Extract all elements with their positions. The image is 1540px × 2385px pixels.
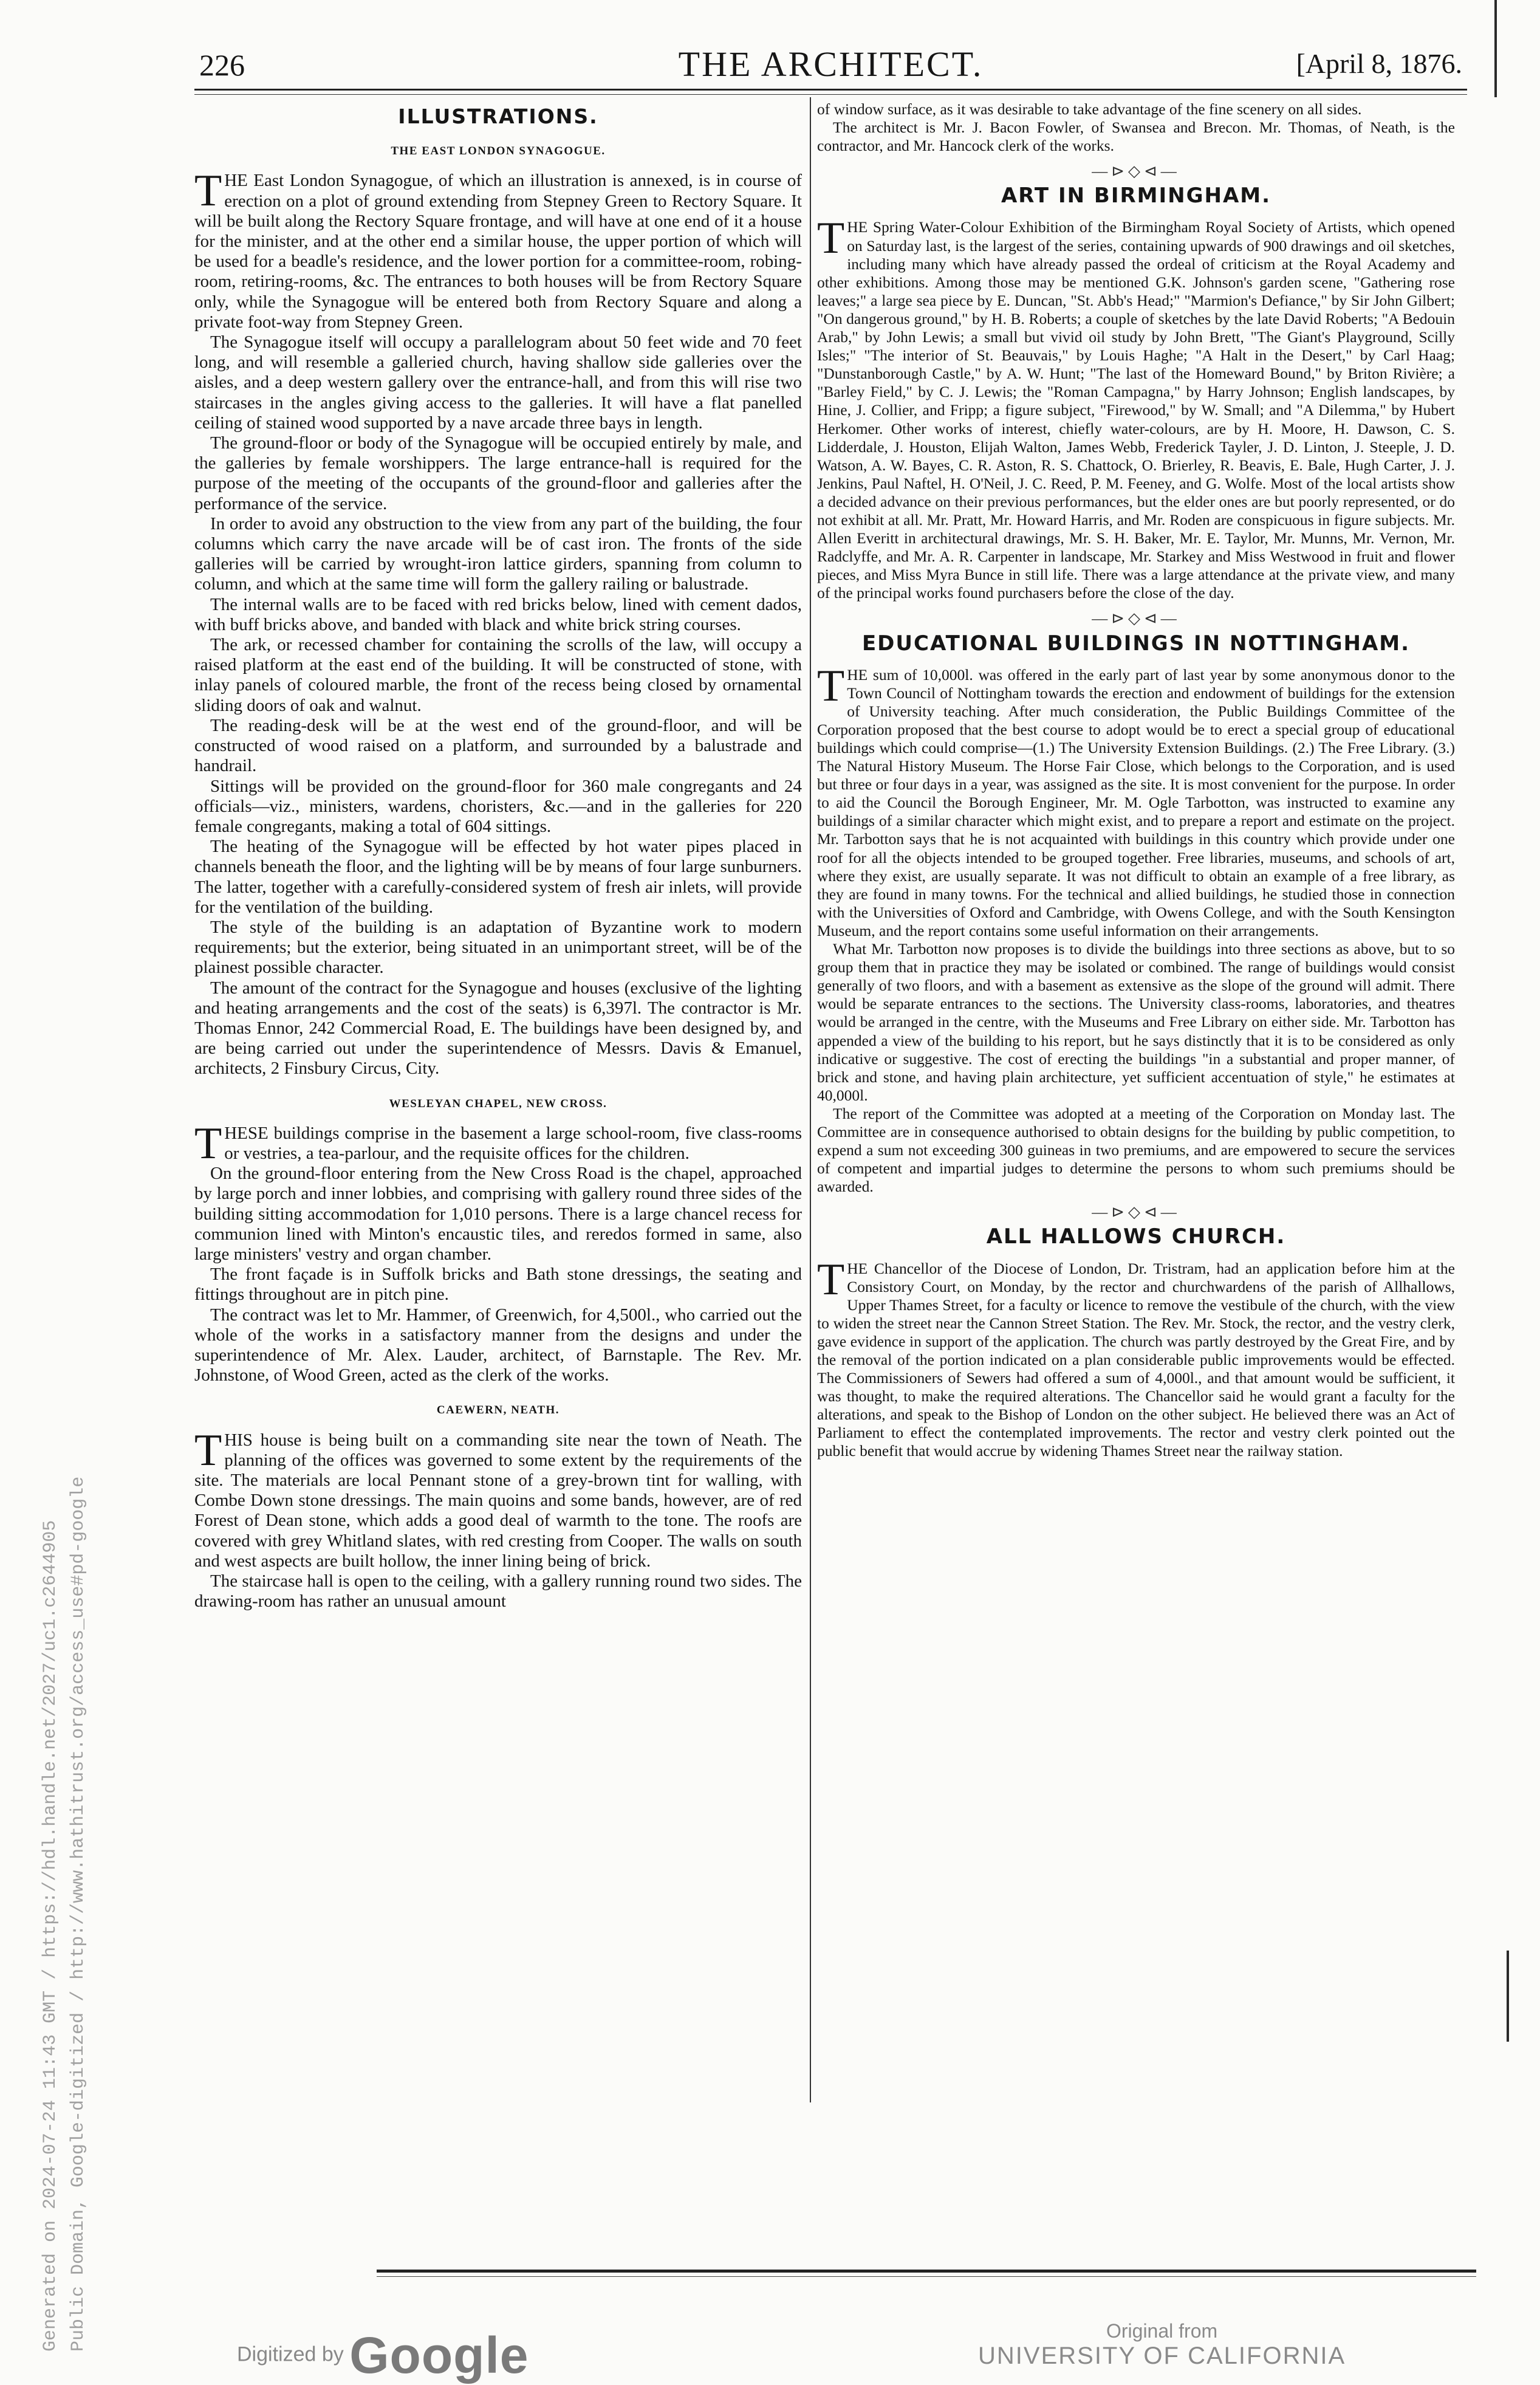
watermark-line: Public Domain, Google-digitized / http://www.hathitrust.org/access_use#pd-google <box>68 1476 89 2352</box>
digitized-by-google <box>237 2326 529 2385</box>
paragraph: THE sum of 10,000l. was offered in the early part of last year by some anonymous donor to the Town Council of Nottingham towards the erection and endowment of buildings for the extension of University teaching. After much consideration, the Public Buildings Committee of the Corporation proposed that the best course to adopt would be to erect a special group of educational buildings which could comprise—(1.) The University Extension Buildings. (2.) The Free Library. (3.) The Natural History Museum. The Horse Fair Close, which belongs to the Corporation, and is used but three or four days in a year, was assigned as the site. It is most convenient for the purpose. In order to aid the Council the Borough Engineer, Mr. M. Ogle Tarbotton, was instructed to examine any buildings of a similar character which might exist, and to prepare a report and estimate on the project. Mr. Tarbotton says that he is not acquainted with buildings in this country which provide under one roof for all the objects intended to be grouped together. Free libraries, museums, and schools of art, where they exist, are usually separate. It was not difficult to obtain an example of a free library, as they are found in many towns. For the technical and allied buildings, he studied those in connection with the Universities of Oxford and Cambridge, with Owens College, and with the South Kensington Museum, and the report contains some useful information on their arrangements. <box>817 661 1455 939</box>
paragraph: In order to avoid any obstruction to the view from any part of the building, the four columns which carry the nave arcade will be of cast iron. The fronts of the side galleries will be carried by wrought-iron lattice girders, spanning from column to column, and which at the same time will form the gallery railing or balustrade. <box>194 513 802 594</box>
article-title: EDUCATIONAL BUILDINGS IN NOTTINGHAM. <box>861 631 1411 656</box>
paragraph: The architect is Mr. J. Bacon Fowler, of Swansea and Brecon. Mr. Thomas, of Neath, is the contractor, and Mr. Hancock clerk of the works. <box>817 118 1455 155</box>
ornament-divider: —⊳◇⊲— <box>1092 162 1180 180</box>
paragraph: THIS house is being built on a commanding site near the town of Neath. The planning of the offices was governed to some extent by the requirements of the site. The materials are local Pennant stone of a grey-brown tint for walling, with Combe Down stone dressings. The main quoins and some bands, however, are of red Forest of Dean stone, which adds a good deal of warmth to the tone. The roofs are covered with grey Whitland slates, with red cresting from Cooper. The walls on south and west aspects are built hollow, the inner lining being of brick. <box>194 1425 802 1571</box>
page-number: 226 <box>199 48 245 82</box>
paragraph: The reading-desk will be at the west end of the ground-floor, and will be constructed of wood raised on a platform, and surrounded by a balustrade and handrail. <box>194 715 802 776</box>
left-column <box>194 100 802 1611</box>
paragraph: Sittings will be provided on the ground-floor for 360 male congregants and 24 officials—viz., ministers, wardens, choristers, &c.—and in the galleries for 220 female congregants, making a total of 604 sittings. <box>194 776 802 836</box>
article-title: ALL HALLOWS CHURCH. <box>986 1224 1286 1249</box>
header-rule-thin <box>194 94 1467 95</box>
header-rule <box>194 89 1467 91</box>
margin-mark <box>1507 1951 1509 2042</box>
paragraph: THESE buildings comprise in the basement a large school-room, five class-rooms or vestries, a tea-parlour, and the requisite offices for the children. <box>194 1118 802 1168</box>
paragraph: The internal walls are to be faced with red bricks below, lined with cement dados, with buff bricks above, and banded with black and white brick string courses. <box>194 594 802 634</box>
footer-rule-thin <box>377 2276 1476 2277</box>
article-heading: WESLEYAN CHAPEL, NEW CROSS. <box>389 1097 607 1110</box>
access-watermark <box>36 1477 92 2352</box>
issue-date: [April 8, 1876. <box>1296 48 1462 79</box>
paragraph: The contract was let to Mr. Hammer, of Greenwich, for 4,500l., who carried out the whole of the works in a satisfactory manner from the designs and under the superintendence of Mr. Alex. Lauder, architect, of Barnstaple. The Rev. Mr. Johnstone, of Wood Green, acted as the clerk of the works. <box>194 1305 802 1385</box>
paragraph: The heating of the Synagogue will be effected by hot water pipes placed in channels beneath the floor, and the lighting will be by means of four large sunburners. The latter, together with a carefully-considered system of fresh air inlets, will provide for the ventilation of the building. <box>194 837 802 917</box>
right-column <box>817 100 1455 1461</box>
paragraph: The report of the Committee was adopted at a meeting of the Corporation on Monday last. The Committee are in consequence authorised to obtain designs for the building by public competition, to expend a sum not exceeding 300 guineas in two premiums, and are empowered to secure the services of competent and impartial judges to determine the persons to whom such premiums should be awarded. <box>817 1104 1455 1196</box>
ornament-divider: —⊳◇⊲— <box>1092 609 1180 628</box>
paragraph: The front façade is in Suffolk bricks and Bath stone dressings, the seating and fittings throughout are in pitch pine. <box>194 1265 802 1305</box>
paragraph: THE Spring Water-Colour Exhibition of the Birmingham Royal Society of Artists, which opened on Saturday last, is the largest of the series, containing upwards of 900 drawings and oil sketches, including many which have already passed the ordeal of criticism at the Royal Academy and other exhibitions. Among those may be mentioned G.K. Johnson's garden scene, "Gathering rose leaves;" a large sea piece by E. Duncan, "St. Abb's Head;" "Marmion's Defiance," by Sir John Gilbert; "On dangerous ground," by H. B. Roberts; a couple of sketches by the late David Roberts; "A Bedouin Arab," by John Lewis; a small but vivid oil study by John Brett, "The Giant's Playground, Scilly Isles;" "The interior of St. Beauvais," by Louis Haghe; "A Halt in the Desert," by Carl Haag; "Dunstanborough Castle," by A. W. Hunt; "The last of the Homeward Bound," by Briton Rivière; a "Barley Field," by C. J. Lewis; the "Roman Campagna," by Harry Johnson; English landscapes, by Hine, J. Collier, and Fripp; a figure subject, "Firewood," by W. Small; and "A Dilemma," by Hubert Herkomer. Other works of interest, chiefly water-colours, are by H. Moore, H. Dawson, C. S. Lidderdale, J. Houston, Elijah Walton, James Webb, Frederick Tayler, J. D. Linton, J. Steeple, J. D. Watson, A. W. Bayes, C. R. Aston, R. S. Chattock, O. Brierley, R. Beavis, E. Bale, Hugh Carter, J. J. Jenkins, Paul Naftel, H. O'Neil, J. C. Reed, P. M. Feeney, and G. Wolfe. Most of the local artists show a decided advance on their previous performances, but the elder ones are but poorly represented, or do not exhibit at all. Mr. Pratt, Mr. Howard Harris, and Mr. Roden are conspicuous in figure subjects. Mr. Allen Everitt in architectural drawings, Mr. S. H. Baker, Mr. E. Taylor, Mr. Munns, Mr. Vernon, Mr. Radclyffe, and Mr. A. R. Carpenter in landscape, Mr. Starkey and Miss Westwood in fruit and flower pieces, and Miss Myra Bunce in still life. There was a large attendance at the private view, and many of the principal works found purchasers before the close of the day. <box>817 213 1455 602</box>
margin-mark <box>1494 0 1511 97</box>
page-header <box>194 43 1467 85</box>
original-from <box>978 2320 1346 2370</box>
paragraph: THE Chancellor of the Diocese of London, Dr. Tristram, had an application before him at the Consistory Court, on Monday, by the rector and churchwardens of the parish of Allhallows, Upper Thames Street, for a faculty or licence to remove the vestibule of the church, with the view to widen the street near the Cannon Street Station. The Rev. Mr. Stock, the rector, and the vestry clerk, gave evidence in support of the application. The church was partly destroyed by the Great Fire, and by the removal of the portion indicated on a plan considerable public improvements would be effected. The Commissioners of Sewers had offered a sum of 4,000l., and that amount would be sufficient, it was thought, to make the required alterations. The Chancellor said he would grant a faculty for the alterations, and speak to the Bishop of London on the other subject. He believed there was an Act of Parliament to effect the contemplated improvements. The rector and vestry clerk pointed out the public benefit that would accrue by widening Thames Street near the railway station. <box>817 1254 1455 1460</box>
article-title: ART IN BIRMINGHAM. <box>1001 184 1271 208</box>
university-name: UNIVERSITY OF CALIFORNIA <box>978 2342 1346 2369</box>
ornament-divider: —⊳◇⊲— <box>1092 1203 1180 1221</box>
paragraph: The amount of the contract for the Synagogue and houses (exclusive of the lighting and heating arrangements and the cost of the seats) is 6,397l. The contractor is Mr. Thomas Ennor, 242 Commercial Road, E. The buildings have been designed by, and are being carried out under the superintendence of Messrs. Davis & Emanuel, architects, 2 Finsbury Circus, City. <box>194 978 802 1079</box>
paragraph: of window surface, as it was desirable to take advantage of the fine scenery on all sides. <box>817 100 1362 118</box>
paragraph: The staircase hall is open to the ceiling, with a gallery running round two sides. The drawing-room has rather an unusual amount <box>194 1571 802 1611</box>
paragraph: On the ground-floor entering from the New Cross Road is the chapel, approached by large porch and inner lobbies, and comprising with gallery round three sides of the building sitting accommodation for 1,010 persons. There is a large chancel recess for communion lined with Minton's encaustic tiles, and reredos formed in same, also large ministers' vestry and organ chamber. <box>194 1164 802 1264</box>
section-title: ILLUSTRATIONS. <box>398 105 598 128</box>
footer-rule <box>377 2270 1476 2273</box>
google-logo: Google <box>349 2327 529 2384</box>
column-divider <box>810 97 811 2102</box>
paragraph: What Mr. Tarbotton now proposes is to divide the buildings into three sections as above, but to so group them that in practice they may be isolated or combined. The range of buildings would consist generally of two floors, and with a basement as extensive as the slope of the ground will admit. There would be separate entrances to the sections. The University class-rooms, laboratories, and theatres would be arranged in the centre, with the Museums and Free Library on either side. Mr. Tarbotton has appended a view of the building to his report, but he says distinctly that it is to be considered as only indicative or suggestive. The cost of erecting the buildings "in a substantial and proper manner, of brick and stone, and having plain architecture, yet sufficient accentuation of style," he estimates at 40,000l. <box>817 940 1455 1104</box>
paragraph: The Synagogue itself will occupy a parallelogram about 50 feet wide and 70 feet long, and will resemble a galleried church, having shallow side galleries over the aisles, and a deep western gallery over the entrance-hall, and from this will rise two staircases in the angles giving access to the galleries. It will have a flat panelled ceiling of stained wood supported by a nave arcade three bays in length. <box>194 332 802 433</box>
digitized-by-text: Digitized by <box>237 2342 344 2366</box>
article-heading: CAEWERN, NEATH. <box>436 1404 560 1417</box>
paragraph: The ground-floor or body of the Synagogue will be occupied entirely by male, and the galleries by female worshippers. The large entrance-hall is required for the purpose of the meeting of the occupants of the ground-floor and galleries after the performance of the service. <box>194 433 802 513</box>
watermark-line: Generated on 2024-07-24 11:43 GMT / https://hdl.handle.net/2027/uc1.c2644905 <box>40 1520 61 2352</box>
paragraph: The ark, or recessed chamber for containing the scrolls of the law, will occupy a raised platform at the east end of the building. It will be constructed of stone, with inlay panels of coloured marble, the front of the recess being closed by ornamental sliding doors of oak and walnut. <box>194 635 802 715</box>
article-heading: THE EAST LONDON SYNAGOGUE. <box>391 145 606 158</box>
paragraph: THE East London Synagogue, of which an illustration is annexed, is in course of erection on a plot of ground extending from Stepney Green to Rectory Square. It will be built along the Rectory Square frontage, and will have at one end of it a house for the minister, and at the other end a similar house, the upper portion of which will be used for a beadle's residence, and the lower portion for a committee-room, robing-room, retiring-rooms, &c. The entrances to both houses will be from Rectory Square only, while the Synagogue will be entered both from Rectory Square and along a private foot-way from Stepney Green. <box>194 166 802 332</box>
masthead: THE ARCHITECT. <box>678 44 984 84</box>
original-from-text: Original from <box>1106 2320 1218 2342</box>
paragraph: The style of the building is an adaptation of Byzantine work to modern requirements; but the exterior, being situated in an unimportant street, will be of the plainest possible character. <box>194 917 802 978</box>
